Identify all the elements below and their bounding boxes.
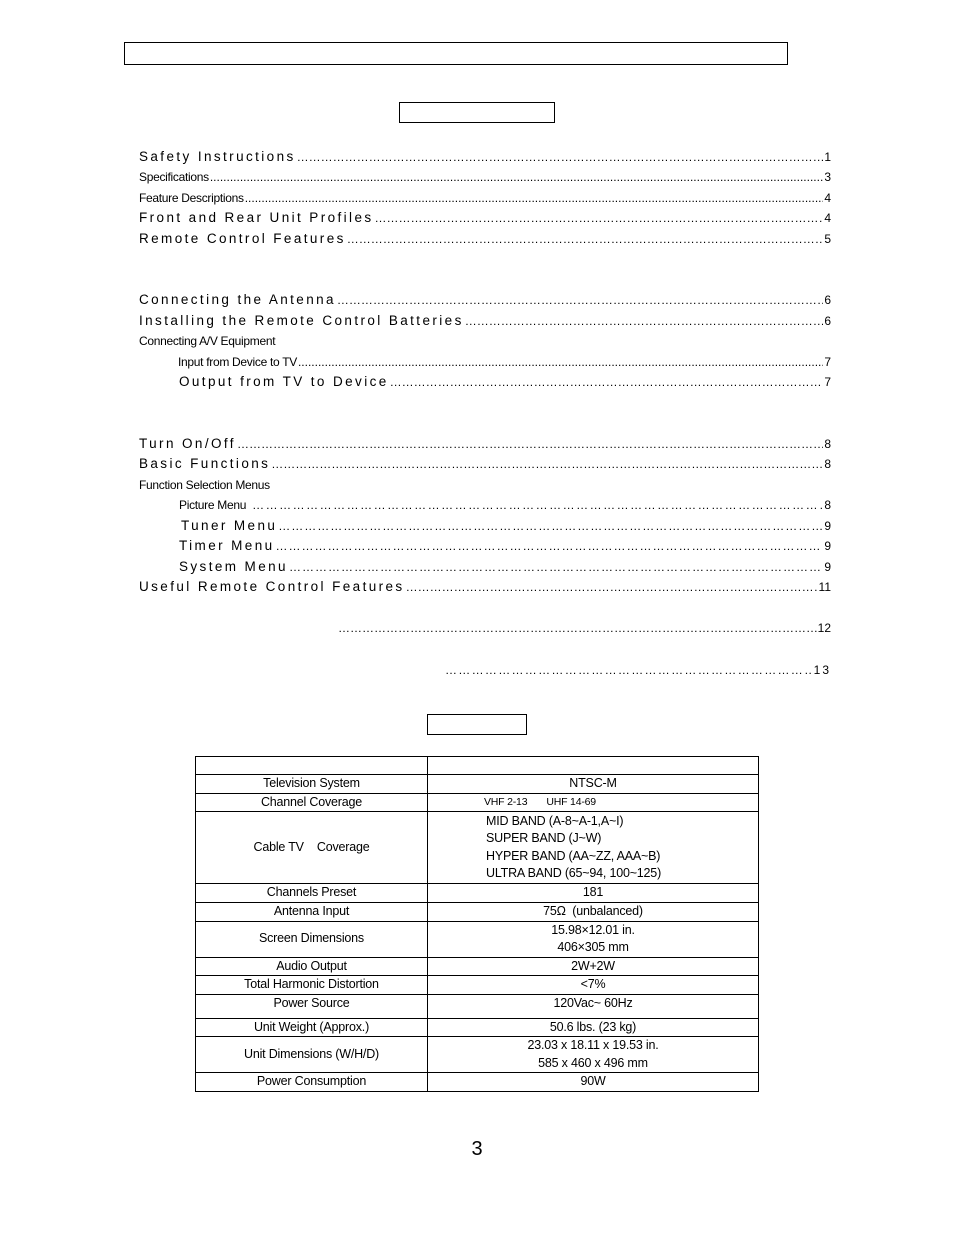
table-row	[196, 1037, 759, 1073]
toc-label: Useful Remote Control Features	[139, 579, 405, 594]
toc-label: Installing the Remote Control Batteries	[139, 313, 464, 328]
toc-label: Output from TV to Device	[179, 374, 389, 389]
toc-label: Safety Instructions	[139, 149, 296, 164]
toc-entry-safety[interactable]	[139, 146, 831, 164]
table-row	[196, 902, 759, 921]
toc-leader	[297, 150, 824, 164]
table-row	[196, 921, 759, 957]
toc-page: 8	[824, 457, 831, 471]
toc-page: 1	[824, 150, 831, 164]
toc-entry-useful-remote[interactable]	[139, 576, 831, 594]
toc-leader	[271, 457, 823, 471]
table-row	[196, 884, 759, 903]
toc-page: 13	[813, 663, 831, 677]
spec-value: 181	[428, 884, 759, 903]
spec-name: Channels Preset	[196, 884, 428, 903]
spec-value-line: 406×305 mm	[557, 940, 629, 954]
toc-leader	[390, 375, 824, 389]
toc-label: Front and Rear Unit Profiles	[139, 210, 374, 225]
spec-name: Power Source	[196, 994, 428, 1018]
table-row	[196, 994, 759, 1018]
spec-value	[428, 812, 759, 884]
toc-leader	[210, 170, 823, 184]
spec-value-line: HYPER BAND (AA~ZZ, AAA~B)	[486, 848, 661, 863]
spec-value-line: MID BAND (A-8~A-1,A~I)	[486, 813, 624, 828]
spec-name: Total Harmonic Distortion	[196, 976, 428, 995]
spec-value-line: 23.03 x 18.11 x 19.53 in.	[527, 1038, 659, 1052]
toc-entry-basic-functions[interactable]	[139, 453, 831, 471]
toc-heading-function-menus	[139, 474, 831, 492]
spec-value: 2W+2W	[428, 957, 759, 976]
spec-name: Television System	[196, 775, 428, 794]
spec-name: Power Consumption	[196, 1073, 428, 1092]
contents-title-box	[399, 102, 555, 123]
specifications-title-box	[427, 714, 527, 735]
toc-entry-batteries[interactable]	[139, 310, 831, 328]
toc-page: 6	[824, 293, 831, 307]
toc-entry-front-rear[interactable]	[139, 207, 831, 225]
toc-page: 12	[817, 621, 831, 635]
toc-page: 8	[824, 498, 831, 512]
toc-label: Tuner Menu	[181, 518, 278, 533]
toc-label: Specifications	[139, 170, 209, 184]
toc-label: Basic Functions	[139, 456, 271, 471]
toc-label: Input from Device to TV	[178, 355, 297, 369]
toc-page: 11	[818, 580, 831, 594]
toc-label: Remote Control Features	[139, 231, 346, 246]
toc-leader	[375, 211, 824, 225]
toc-leader	[237, 437, 823, 451]
toc-page: 9	[824, 539, 831, 553]
toc-leader	[252, 498, 823, 512]
spec-value-line: 585 x 460 x 496 mm	[538, 1055, 648, 1070]
spec-value: NTSC-M	[428, 775, 759, 794]
spec-value: 50.6 lbs. (23 kg)	[428, 1018, 759, 1037]
toc-page: 9	[824, 519, 831, 533]
toc-leader	[289, 560, 823, 574]
toc-leader	[338, 621, 817, 635]
table-header-row	[196, 757, 759, 775]
toc-leader	[276, 539, 824, 553]
toc-label: Turn On/Off	[139, 436, 236, 451]
toc-entry-picture-menu[interactable]	[179, 494, 831, 512]
toc-entry-antenna[interactable]	[139, 289, 831, 307]
toc-entry-timer-menu[interactable]	[179, 535, 831, 553]
toc-leader	[337, 293, 823, 307]
spec-value-line: SUPER BAND (J~W)	[486, 831, 602, 845]
table-row	[196, 812, 759, 884]
toc-entry-output-device[interactable]	[179, 371, 831, 389]
spec-value: <7%	[428, 976, 759, 995]
toc-entry-feature-descriptions[interactable]	[139, 187, 831, 205]
toc-entry-input-device[interactable]	[178, 351, 831, 369]
toc-entry-page-12[interactable]	[338, 617, 831, 635]
toc-page: 4	[824, 211, 831, 225]
toc-page: 5	[824, 232, 831, 246]
spec-name: Unit Dimensions (W/H/D)	[196, 1037, 428, 1073]
spec-value: VHF 2-13 UHF 14-69	[428, 793, 759, 812]
toc-entry-tuner-menu[interactable]	[181, 515, 831, 533]
table-row	[196, 957, 759, 976]
toc-page: 9	[824, 560, 831, 574]
toc-entry-remote-control[interactable]	[139, 228, 831, 246]
spec-name: Channel Coverage	[196, 793, 428, 812]
specifications-table	[195, 756, 759, 1092]
toc-label: Connecting A/V Equipment	[139, 334, 276, 348]
table-row	[196, 1073, 759, 1092]
table-row	[196, 775, 759, 794]
toc-page: 8	[824, 437, 831, 451]
table-row	[196, 976, 759, 995]
toc-label: Function Selection Menus	[139, 478, 270, 492]
spec-value-line: 15.98×12.01 in.	[551, 922, 635, 937]
spec-name: Antenna Input	[196, 902, 428, 921]
toc-leader	[406, 580, 818, 594]
spec-name: Audio Output	[196, 957, 428, 976]
toc-label: Picture Menu	[179, 498, 247, 512]
spec-value: 90W	[428, 1073, 759, 1092]
toc-page: 4	[824, 191, 831, 205]
header-box	[124, 42, 788, 65]
table-row	[196, 1018, 759, 1037]
toc-page: 6	[824, 314, 831, 328]
toc-entry-specifications[interactable]	[139, 166, 831, 184]
toc-page: 7	[824, 375, 831, 389]
header-cell	[196, 757, 428, 775]
page-number: 3	[471, 1138, 483, 1160]
toc-leader	[298, 355, 823, 369]
toc-leader	[278, 519, 823, 533]
toc-leader	[245, 191, 824, 205]
spec-name: Unit Weight (Approx.)	[196, 1018, 428, 1037]
toc-leader	[445, 663, 813, 677]
spec-value: 120Vac~ 60Hz	[428, 994, 759, 1018]
spec-value	[428, 1037, 759, 1073]
table-row	[196, 793, 759, 812]
spec-name: Screen Dimensions	[196, 921, 428, 957]
toc-entry-turn-on-off[interactable]	[139, 433, 831, 451]
toc-page: 3	[824, 170, 831, 184]
toc-label: Connecting the Antenna	[139, 292, 336, 307]
spec-value	[428, 921, 759, 957]
toc-entry-page-13[interactable]	[445, 659, 831, 677]
toc-leader	[347, 232, 824, 246]
toc-entry-system-menu[interactable]	[179, 556, 831, 574]
spec-value: 75Ω (unbalanced)	[428, 902, 759, 921]
toc-label: Feature Descriptions	[139, 191, 244, 205]
toc-leader	[465, 314, 824, 328]
toc-label: Timer Menu	[179, 538, 275, 553]
toc-label: System Menu	[179, 559, 288, 574]
toc-heading-av-equipment	[139, 330, 831, 348]
toc-page: 7	[824, 355, 831, 369]
spec-name: Cable TV Coverage	[196, 812, 428, 884]
spec-value-line: ULTRA BAND (65~94, 100~125)	[486, 866, 662, 880]
header-cell	[428, 757, 759, 775]
